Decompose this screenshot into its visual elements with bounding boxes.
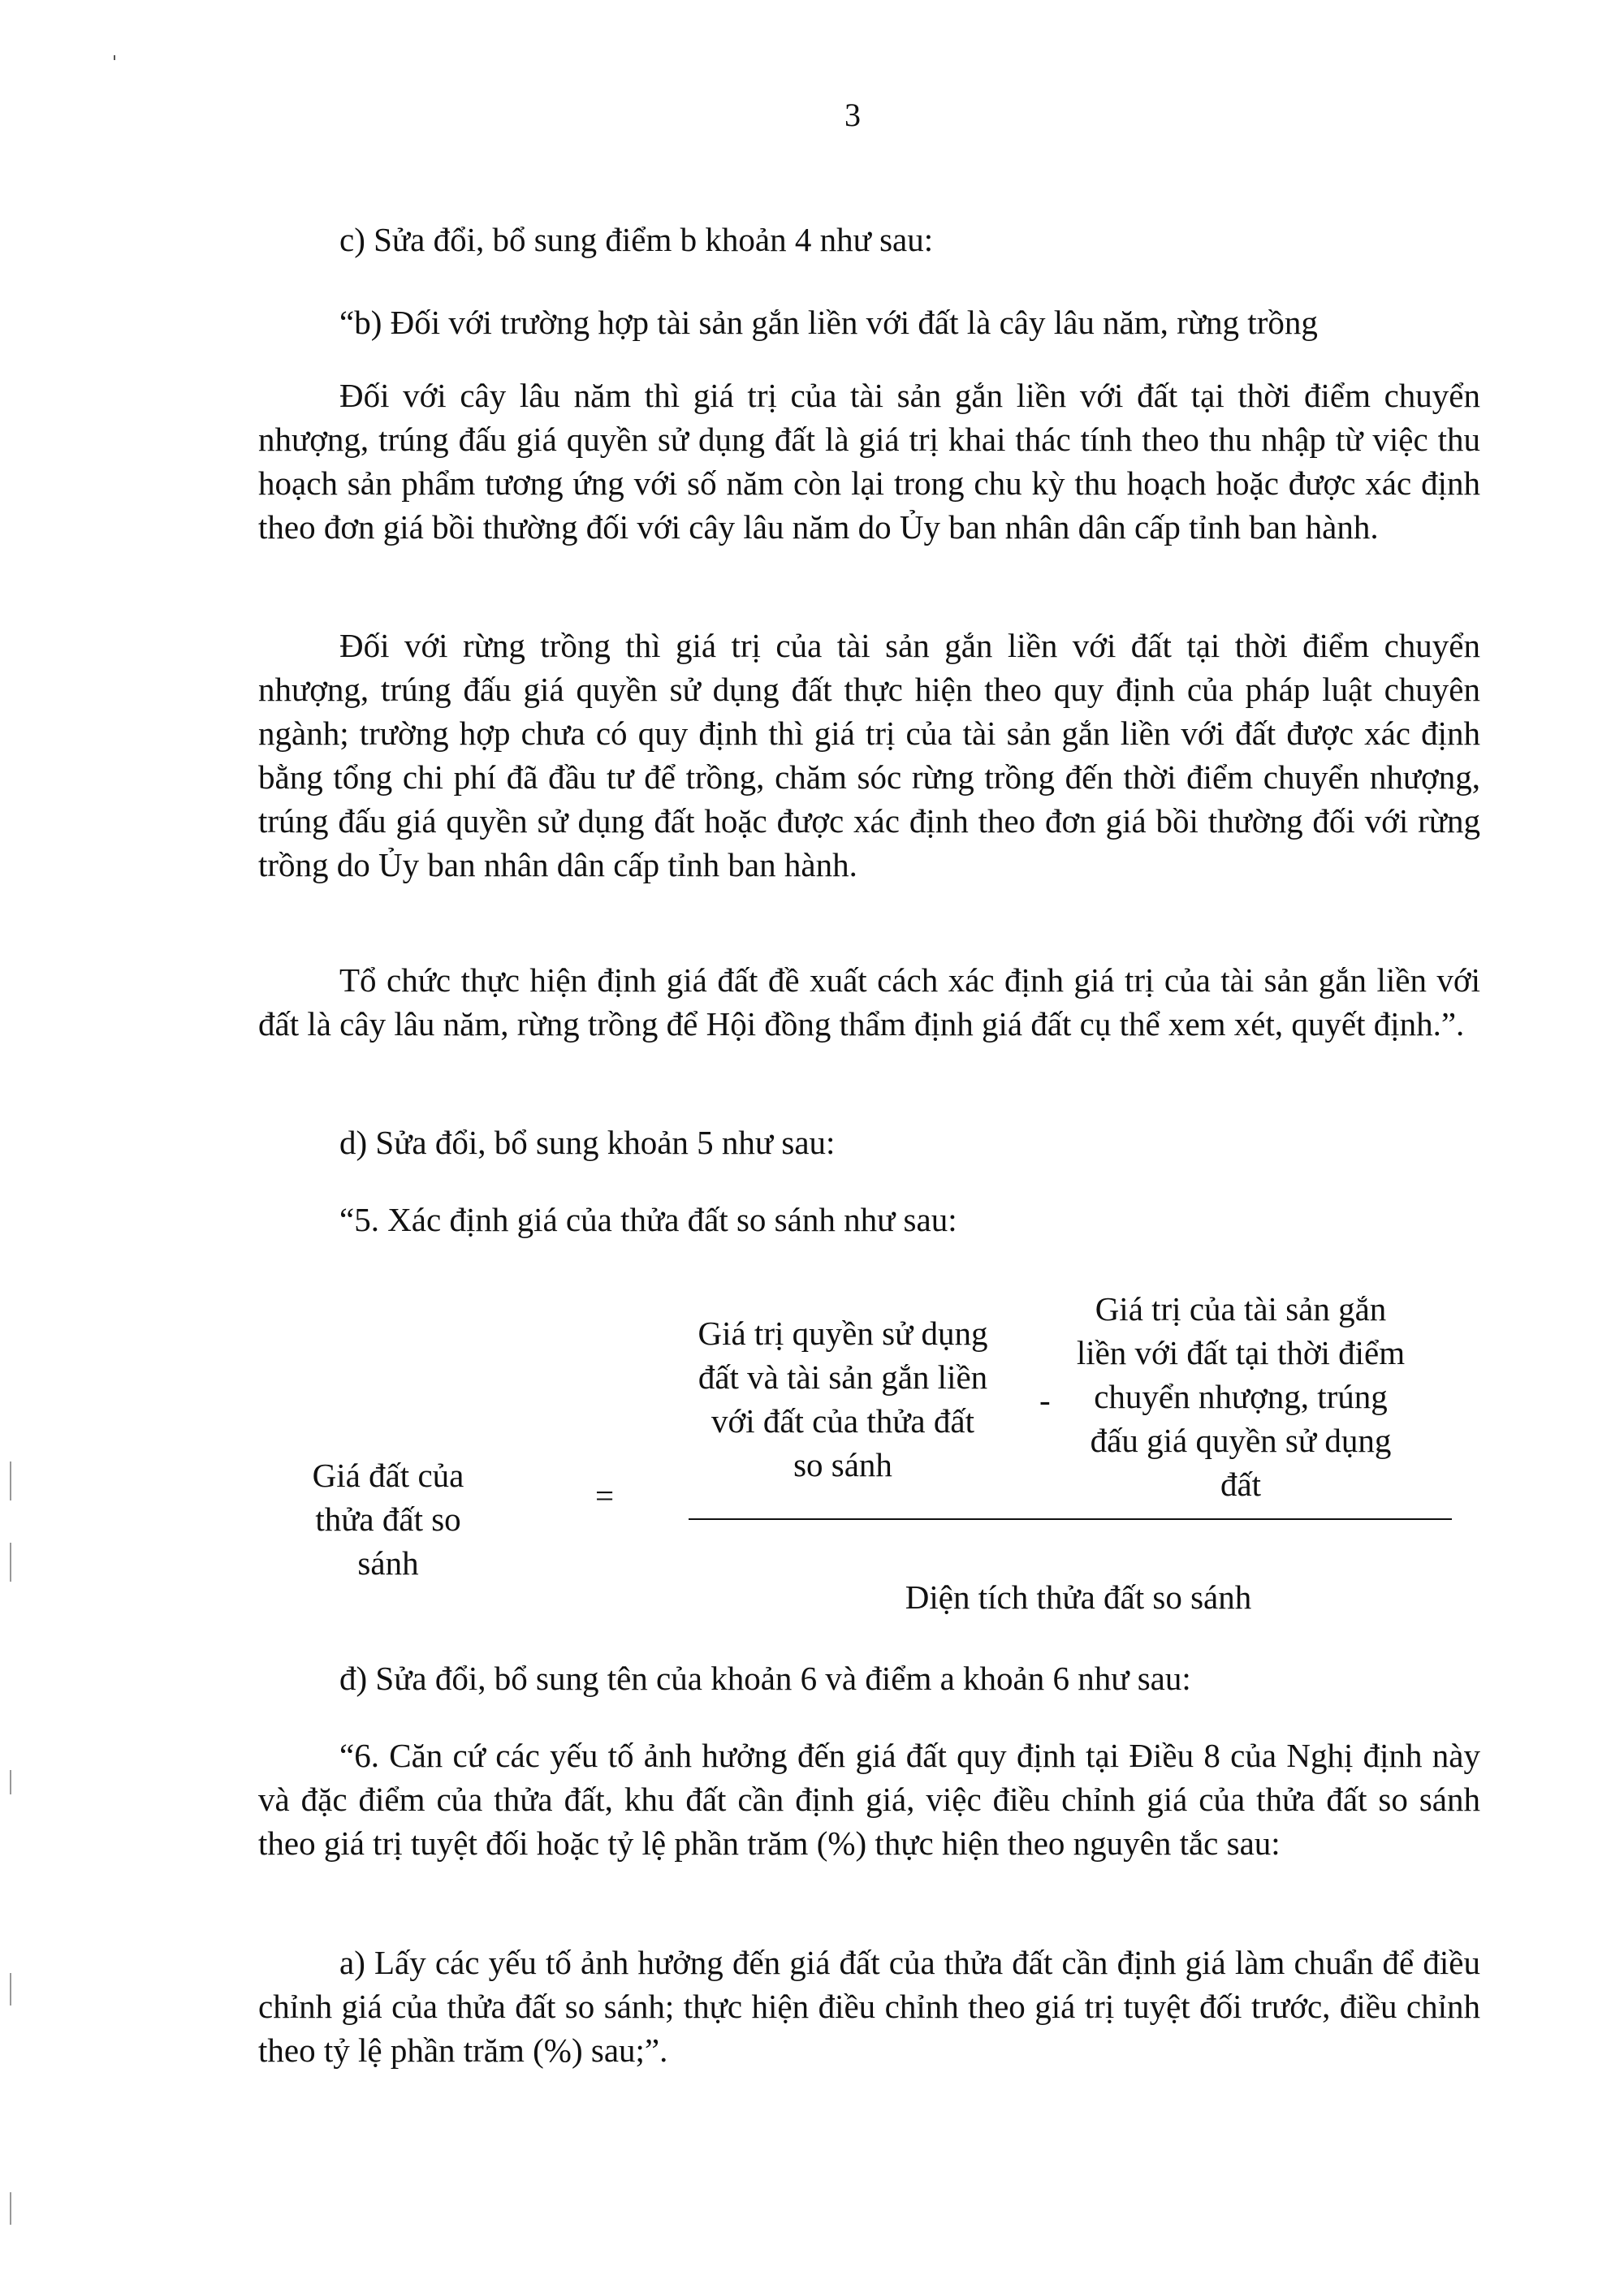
formula-lhs: Giá đất của thửa đất so sánh <box>312 1457 464 1582</box>
formula-minus-sign: - <box>1039 1381 1051 1418</box>
paragraph-amend-dd: đ) Sửa đổi, bổ sung tên của khoản 6 và điểm a khoản 6 như sau: <box>339 1660 1191 1697</box>
scan-mark <box>10 1770 11 1794</box>
page-number: 3 <box>844 97 861 133</box>
scan-mark <box>10 1462 11 1500</box>
paragraph-clause-6: “6. Căn cứ các yếu tố ảnh hưởng đến giá đất quy định tại Điều 8 của Nghị định này và đặc điểm của thửa đất, khu đất cần định giá, việc điều chỉnh giá của thửa đất so sánh theo giá trị tuyệt đối hoặc tỷ lệ phần trăm (%) thực hiện theo nguyên tắc sau: <box>258 1737 1480 1862</box>
formula-numerator-term1: Giá trị quyền sử dụng đất và tài sản gắn liền với đất của thửa đất so sánh <box>698 1315 988 1483</box>
formula-numerator-term2: Giá trị của tài sản gắn liền với đất tại thời điểm chuyển nhượng, trúng đấu giá quyền sử dụng đất <box>1076 1290 1406 1503</box>
scan-mark <box>10 1973 11 2006</box>
scan-mark <box>114 55 115 60</box>
formula-equals-sign: = <box>595 1477 615 1514</box>
formula-denominator: Diện tích thửa đất so sánh <box>905 1578 1252 1616</box>
paragraph-perennial-trees: Đối với cây lâu năm thì giá trị của tài sản gắn liền với đất tại thời điểm chuyển nhượng, trúng đấu giá quyền sử dụng đất là giá trị khai thác tính theo thu nhập từ việc thu hoạch sản phẩm tương ứng với số năm còn lại trong chu kỳ thu hoạch hoặc được xác định theo đơn giá bồi thường đối với cây lâu năm do Ủy ban nhân dân cấp tỉnh ban hành. <box>258 377 1480 546</box>
paragraph-amend-d: d) Sửa đổi, bổ sung khoản 5 như sau: <box>339 1124 836 1161</box>
paragraph-clause-5: “5. Xác định giá của thửa đất so sánh như sau: <box>339 1201 957 1238</box>
price-formula <box>258 1267 1480 1624</box>
paragraph-planted-forest: Đối với rừng trồng thì giá trị của tài sản gắn liền với đất tại thời điểm chuyển nhượng, trúng đấu giá quyền sử dụng đất thực hiện theo quy định của pháp luật chuyên ngành; trường hợp chưa có quy định thì giá trị của tài sản gắn liền với đất được xác định bằng tổng chi phí đã đầu tư để trồng, chăm sóc rừng trồng đến thời điểm chuyển nhượng, trúng đấu giá quyền sử dụng đất hoặc được xác định theo đơn giá bồi thường đối với rừng trồng do Ủy ban nhân dân cấp tỉnh ban hành. <box>258 627 1480 883</box>
scan-mark <box>10 1543 11 1582</box>
scan-mark <box>10 2192 11 2225</box>
paragraph-point-a: a) Lấy các yếu tố ảnh hưởng đến giá đất của thửa đất cần định giá làm chuẩn để điều chỉnh giá của thửa đất so sánh; thực hiện điều chỉnh theo giá trị tuyệt đối trước, điều chỉnh theo tỷ lệ phần trăm (%) sau;”. <box>258 1944 1480 2069</box>
paragraph-valuation-org: Tổ chức thực hiện định giá đất đề xuất cách xác định giá trị của tài sản gắn liền với đất là cây lâu năm, rừng trồng để Hội đồng thẩm định giá đất cụ thể xem xét, quyết định.”. <box>258 961 1480 1043</box>
formula-fraction-bar <box>689 1518 1452 1520</box>
paragraph-point-b-title: “b) Đối với trường hợp tài sản gắn liền với đất là cây lâu năm, rừng trồng <box>339 304 1318 341</box>
paragraph-amend-c: c) Sửa đổi, bổ sung điểm b khoản 4 như sau: <box>339 221 934 258</box>
